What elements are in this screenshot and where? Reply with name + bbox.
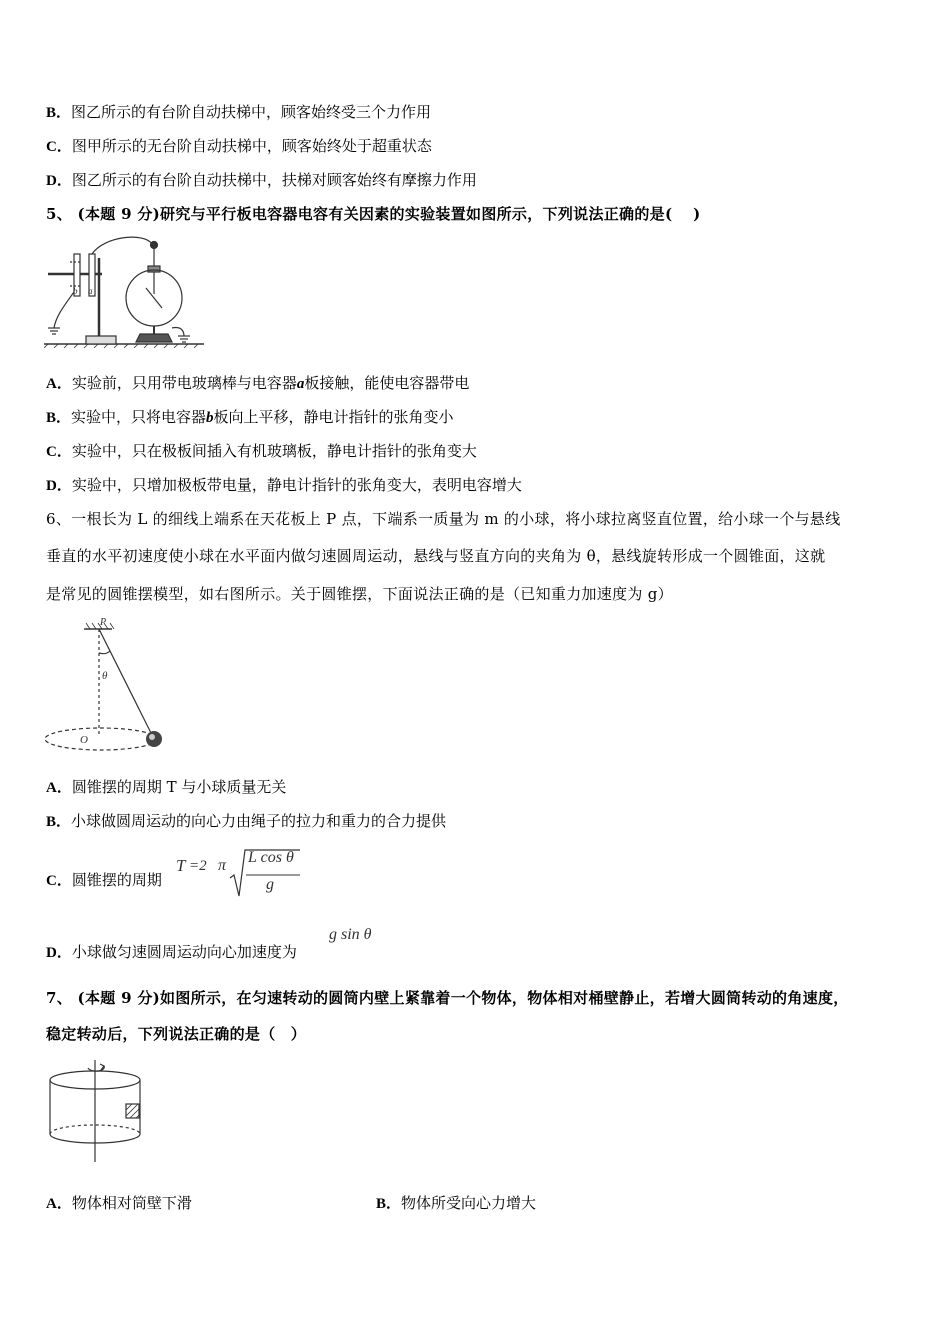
q5-option-a: A．实验前，只用带电玻璃棒与电容器a板接触，能使电容器带电 [46, 374, 470, 392]
q6-stem-line-3: 是常见的圆锥摆模型，如右图所示。关于圆锥摆，下面说法正确的是（已知重力加速度为 g） [46, 585, 673, 603]
q6-option-c: C．圆锥摆的周期 [46, 871, 162, 889]
q6-option-a: A．圆锥摆的周期 T 与小球质量无关 [46, 778, 287, 796]
q7-stem-line-2: 稳定转动后，下列说法正确的是（ ） [46, 1025, 307, 1043]
period-formula: T =2 π L cos θ g [176, 846, 304, 898]
acceleration-formula: g sin θ [329, 926, 372, 943]
q6-option-b: B．小球做圆周运动的向心力由绳子的拉力和重力的合力提供 [46, 812, 447, 830]
q4-option-c: C．图甲所示的无台阶自动扶梯中，顾客始终处于超重状态 [46, 137, 432, 155]
theta-label: θ [102, 670, 108, 682]
plate-a-label: a [88, 286, 93, 296]
q7-option-b: B．物体所受向心力增大 [376, 1194, 537, 1212]
rotating-cylinder-figure [46, 1058, 146, 1164]
q5-stem: 5、 (本题 9 分)研究与平行板电容器电容有关因素的实验装置如图所示，下列说法正确的是( ) [46, 205, 701, 223]
q7-option-a: A．物体相对筒壁下滑 [46, 1194, 192, 1212]
q4-option-d: D．图乙所示的有台阶自动扶梯中，扶梯对顾客始终有摩擦力作用 [46, 171, 477, 189]
point-p-label: P [100, 617, 107, 628]
q4-option-b: B．图乙所示的有台阶自动扶梯中，顾客始终受三个力作用 [46, 103, 432, 121]
plate-b-label: b [73, 286, 78, 296]
conical-pendulum-figure [44, 615, 166, 755]
q5-option-d: D．实验中，只增加极板带电量，静电计指针的张角变大，表明电容增大 [46, 476, 522, 494]
point-o-label: O [80, 734, 88, 746]
q6-stem-line-1: 6、一根长为 L 的细线上端系在天花板上 P 点，下端系一质量为 m 的小球，将小球拉离竖直位置，给小球一个与悬线 [46, 510, 841, 528]
q5-option-b: B．实验中，只将电容器b板向上平移，静电计指针的张角变小 [46, 408, 454, 426]
q6-option-d: D．小球做匀速圆周运动向心加速度为 [46, 943, 297, 961]
capacitor-electrometer-figure [44, 236, 206, 348]
q5-option-c: C．实验中，只在极板间插入有机玻璃板，静电计指针的张角变大 [46, 442, 477, 460]
q6-stem-line-2: 垂直的水平初速度使小球在水平面内做匀速圆周运动，悬线与竖直方向的夹角为 θ，悬线旋转形成一个圆锥面，这就 [46, 547, 826, 565]
q7-stem-line-1: 7、 (本题 9 分)如图所示，在匀速转动的圆筒内壁上紧靠着一个物体，物体相对桶壁静止，若增大圆筒转动的角速度， [46, 989, 849, 1007]
